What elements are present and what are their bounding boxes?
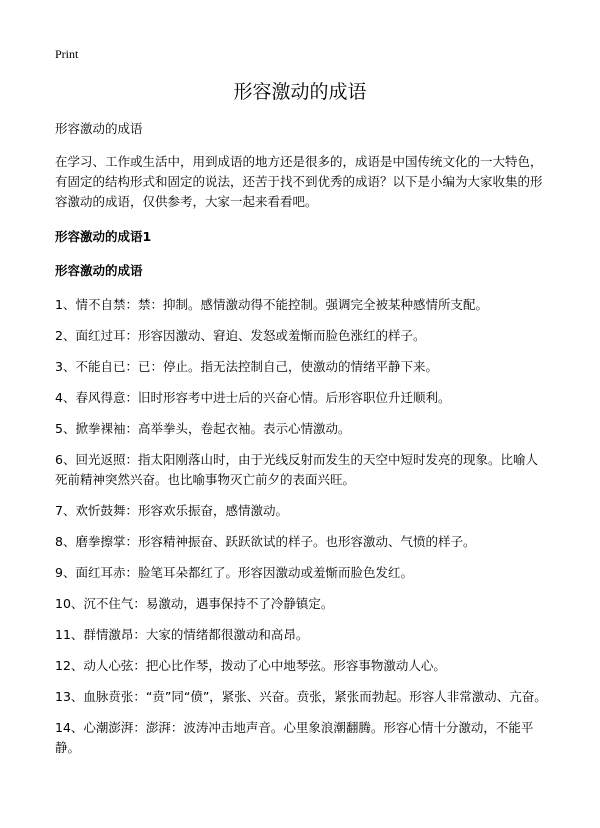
document-body xyxy=(55,119,550,769)
idiom-item: 1、情不自禁：禁：抑制。感情激动得不能控制。强调完全被某种感情所支配。 xyxy=(55,297,488,312)
idiom-item: 3、不能自已：已：停止。指无法控制自己，使激动的情绪平静下来。 xyxy=(55,359,438,374)
idiom-item: 2、面红过耳：形容因激动、窘迫、发怒或羞惭而脸色涨红的样子。 xyxy=(55,328,426,343)
section-heading: 形容激动的成语1 xyxy=(55,229,152,244)
idiom-item: 9、面红耳赤：脸笔耳朵都红了。形容因激动或羞惭而脸色发红。 xyxy=(55,565,413,580)
idiom-item: 6、回光返照：指太阳刚落山时，由于光线反射而发生的天空中短时发亮的现象。比喻人死前精神突然兴奋。也比喻事物灭亡前夕的表面兴旺。 xyxy=(55,452,538,487)
idiom-item: 12、动人心弦：把心比作琴，拨动了心中地琴弦。形容事物激动人心。 xyxy=(55,658,446,673)
idiom-item: 14、心潮澎湃：澎湃：波涛冲击地声音。心里象浪潮翻腾。形容心情十分激动，不能平静。 xyxy=(55,720,534,755)
idiom-item: 7、欢忻鼓舞：形容欢乐振奋，感情激动。 xyxy=(55,503,288,518)
sub-heading: 形容激动的成语 xyxy=(55,263,143,278)
document-title: 形容激动的成语 xyxy=(233,81,367,103)
print-label: Print xyxy=(55,47,79,61)
idiom-item: 13、血脉贲张：“贲”同“偾”，紧张、兴奋。贲张，紧张而勃起。形容人非常激动、亢奋。 xyxy=(55,689,547,704)
idiom-item: 11、群情激昂：大家的情绪都很激动和高昂。 xyxy=(55,627,309,642)
document-subtitle: 形容激动的成语 xyxy=(55,121,143,136)
idiom-item: 5、掀拳裸袖：高举拳头，卷起衣袖。表示心情激动。 xyxy=(55,421,351,436)
idiom-item: 4、春风得意：旧时形容考中进士后的兴奋心情。后形容职位升迁顺利。 xyxy=(55,390,451,405)
idiom-item: 10、沉不住气：易激动，遇事保持不了冷静镇定。 xyxy=(55,596,334,611)
intro-paragraph: 在学习、工作或生活中，用到成语的地方还是很多的，成语是中国传统文化的一大特色，有固定的结构形式和固定的说法，还苦于找不到优秀的成语？以下是小编为大家收集的形容激动的成语，仅供参考，大家一起来看看吧。 xyxy=(55,154,543,209)
idiom-item: 8、磨拳擦掌：形容精神振奋、跃跃欲试的样子。也形容激动、气愤的样子。 xyxy=(55,534,476,549)
